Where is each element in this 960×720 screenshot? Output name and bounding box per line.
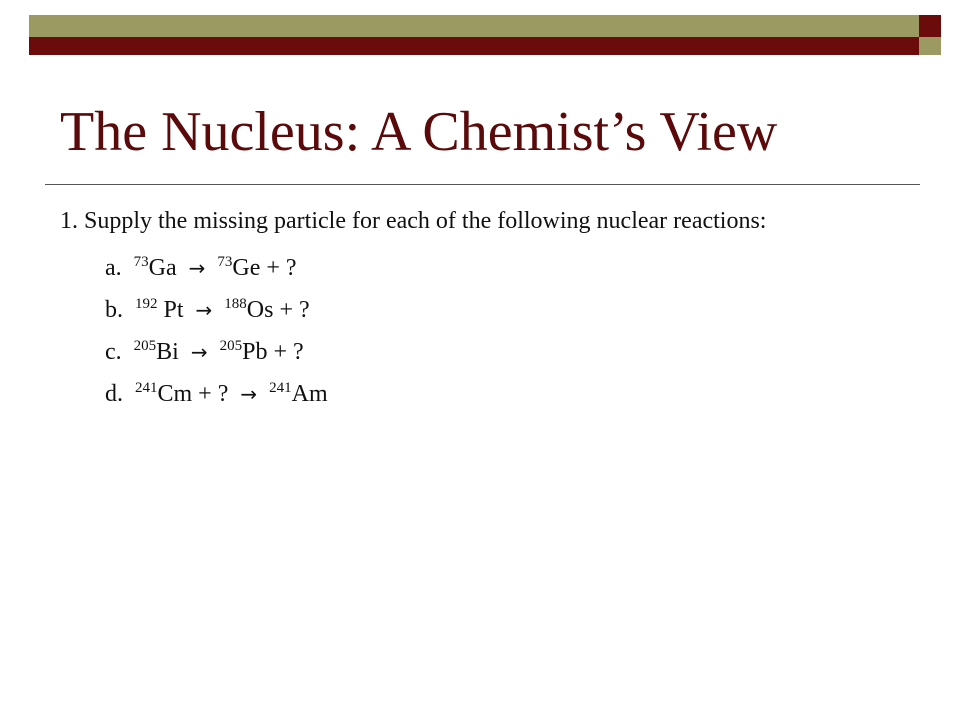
right-arrow-icon: →	[195, 298, 213, 322]
product-symbol: Os + ?	[246, 297, 310, 323]
right-arrow-icon: →	[188, 256, 206, 280]
header-bar-olive	[29, 15, 919, 37]
reactant-symbol: Cm + ?	[157, 381, 229, 407]
reactant-symbol: Ga	[148, 255, 177, 281]
slide-content	[60, 204, 920, 415]
mass-number: 205	[219, 338, 243, 354]
header-square-maroon	[919, 15, 941, 37]
product-symbol: Ge + ?	[232, 255, 297, 281]
question-intro: 1. Supply the missing particle for each of the following nuclear reactions:	[60, 208, 767, 234]
mass-number: 188	[224, 296, 247, 312]
title-divider	[45, 184, 920, 185]
mass-number: 73	[133, 254, 149, 270]
reactant-symbol: Bi	[156, 339, 179, 365]
product-symbol: Am	[291, 381, 328, 407]
header-square-olive	[919, 37, 941, 55]
reaction-label: c.	[105, 339, 122, 365]
mass-number: 241	[269, 380, 292, 396]
reaction-label: b.	[105, 297, 123, 323]
right-arrow-icon: →	[240, 382, 258, 406]
reaction-a	[60, 247, 920, 289]
reactant-symbol: Pt	[163, 297, 184, 323]
right-arrow-icon: →	[190, 340, 208, 364]
product-symbol: Pb + ?	[242, 339, 304, 365]
reaction-c	[60, 331, 920, 373]
slide-title: The Nucleus: A Chemist’s View	[60, 101, 778, 163]
reaction-b	[60, 289, 920, 331]
mass-number: 192	[135, 296, 158, 312]
mass-number: 73	[217, 254, 233, 270]
reaction-d	[60, 373, 920, 415]
reaction-label: a.	[105, 255, 122, 281]
mass-number: 241	[135, 380, 158, 396]
header-bar-maroon	[29, 37, 919, 55]
mass-number: 205	[133, 338, 157, 354]
reaction-label: d.	[105, 381, 123, 407]
